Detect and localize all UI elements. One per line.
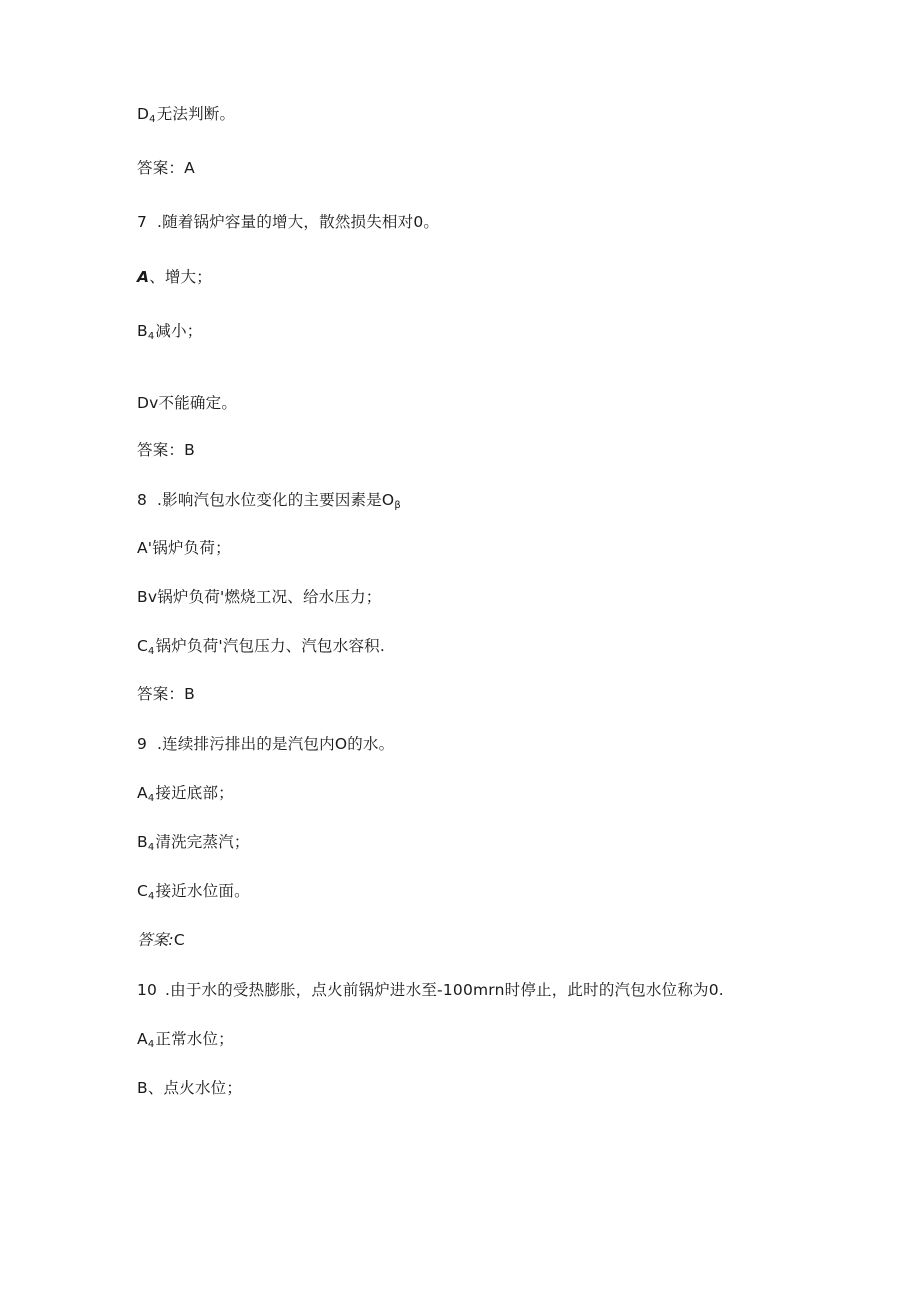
option-subscript: 4 (148, 646, 155, 657)
option-subscript: 4 (147, 1039, 155, 1050)
answer-line (137, 158, 195, 178)
option-text: 、点火水位； (147, 1079, 243, 1097)
option-text: 减小； (155, 322, 203, 340)
answer-label: 答案: (137, 931, 174, 949)
option-d-cannot-judge (137, 104, 235, 127)
option-letter: A' (137, 539, 153, 557)
option-letter: C (137, 882, 149, 900)
question-10 (137, 980, 724, 1000)
option-subscript: 4 (149, 114, 156, 125)
option-text: 正常水位； (155, 1030, 234, 1048)
option-text: 无法判断。 (156, 105, 236, 123)
option-text: 锅炉负荷'汽包压力、汽包水容积. (155, 637, 385, 655)
question-subscript: β (394, 500, 401, 511)
option-text: 清洗完蒸汽； (155, 833, 250, 851)
option-subscript: 4 (147, 842, 155, 853)
question-text: .由于水的受热膨胀，点火前锅炉进水至-100mrn时停止，此时的汽包水位称为0. (165, 981, 724, 999)
answer-line (137, 930, 185, 950)
option-letter: C (137, 637, 149, 655)
question-8 (137, 490, 402, 513)
question-9 (137, 734, 394, 754)
option-letter: Bv (137, 588, 158, 606)
answer-value: A (184, 159, 195, 177)
option-subscript: 4 (147, 331, 155, 342)
option-text: 接近水位面。 (155, 882, 250, 900)
option-text: 锅炉负荷； (152, 539, 231, 557)
option-c-near-water-level (137, 881, 250, 904)
option-a-near-bottom (137, 783, 234, 806)
option-a-normal-level (137, 1029, 234, 1052)
option-a-boiler-load (137, 538, 231, 558)
answer-label: 答案： (137, 685, 185, 703)
option-text: 锅炉负荷'燃烧工况、给水压力； (157, 588, 382, 606)
option-b-decrease (137, 321, 203, 344)
option-letter: B (137, 833, 148, 851)
answer-value: B (184, 441, 195, 459)
question-text: .影响汽包水位变化的主要因素是O (157, 491, 395, 509)
answer-value: C (173, 931, 185, 949)
answer-label: 答案： (137, 441, 185, 459)
question-number: 8 (137, 491, 148, 509)
option-letter: Dv (137, 394, 159, 412)
option-subscript: 4 (148, 891, 155, 902)
option-letter: A (137, 268, 150, 286)
answer-value: B (184, 685, 195, 703)
option-subscript: 4 (147, 793, 155, 804)
option-letter: A (137, 1030, 148, 1048)
option-text: 接近底部； (155, 784, 234, 802)
question-7 (137, 212, 439, 232)
question-number: 7 (137, 213, 148, 231)
option-c-load-pressure (137, 636, 385, 659)
option-text: 、增大； (149, 268, 213, 286)
option-d-uncertain (137, 393, 237, 413)
option-a-increase (137, 267, 212, 287)
question-text: .连续排污排出的是汽包内O的水。 (157, 735, 395, 753)
question-text: .随着锅炉容量的增大，散然损失相对0。 (157, 213, 440, 231)
option-b-load-combustion (137, 587, 381, 607)
answer-line (137, 684, 195, 704)
option-text: 不能确定。 (158, 394, 238, 412)
option-letter: D (137, 105, 150, 123)
option-b-ignition-level (137, 1078, 242, 1098)
question-number: 10 (137, 981, 158, 999)
question-number: 9 (137, 735, 148, 753)
answer-line (137, 440, 195, 460)
option-b-after-wash (137, 832, 250, 855)
option-letter: B (137, 322, 148, 340)
answer-label: 答案： (137, 159, 185, 177)
option-letter: A (137, 784, 148, 802)
option-letter: B (137, 1079, 148, 1097)
